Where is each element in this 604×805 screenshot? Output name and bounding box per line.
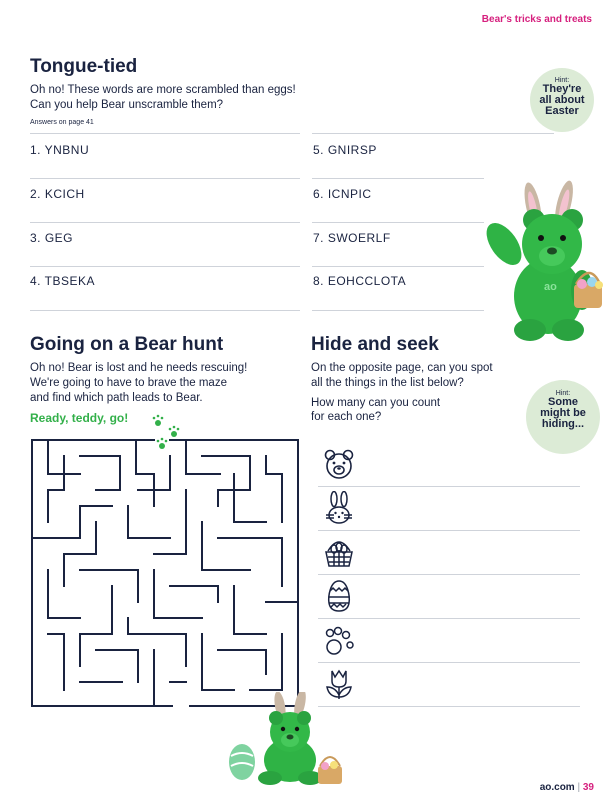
hide-seek-row-tulip[interactable] bbox=[318, 663, 580, 707]
answer-line[interactable] bbox=[312, 222, 484, 223]
bear-hunt-intro-3: and find which path leads to Bear. bbox=[30, 392, 203, 404]
scrambled-word: 7. SWOERLF bbox=[313, 231, 391, 245]
answer-line[interactable] bbox=[30, 178, 300, 179]
site-name: ao.com bbox=[539, 782, 575, 793]
hide-and-seek-title: Hide and seek bbox=[311, 334, 439, 355]
bunny-icon bbox=[322, 491, 356, 525]
answer-line[interactable] bbox=[312, 266, 484, 267]
scrambled-word: 2. KCICH bbox=[30, 187, 85, 201]
answer-line[interactable] bbox=[312, 310, 484, 311]
footer-separator: | bbox=[577, 782, 581, 793]
answer-line[interactable] bbox=[30, 310, 300, 311]
bear-hunt-intro-2: We're going to have to brave the maze bbox=[30, 377, 227, 389]
answer-line[interactable] bbox=[30, 266, 300, 267]
hide-seek-intro-2: all the things in the list below? bbox=[311, 377, 464, 389]
bear-face-icon bbox=[322, 447, 356, 481]
scrambled-word: 4. TBSEKA bbox=[30, 274, 95, 288]
scrambled-word: 8. EOHCCLOTA bbox=[313, 274, 407, 288]
paw-print-icon bbox=[322, 623, 356, 657]
hide-seek-intro-1: On the opposite page, can you spot bbox=[311, 362, 493, 374]
tongue-tied-intro-2: Can you help Bear unscramble them? bbox=[30, 99, 224, 111]
answer-line[interactable] bbox=[312, 178, 484, 179]
scrambled-word: 3. GEG bbox=[30, 231, 74, 245]
count-line bbox=[318, 706, 580, 707]
ready-teddy-go: Ready, teddy, go! bbox=[30, 411, 129, 425]
hint-bubble-easter bbox=[530, 68, 594, 132]
bear-hunt-title: Going on a Bear hunt bbox=[30, 334, 224, 355]
hide-seek-row-bear[interactable] bbox=[318, 443, 580, 487]
hide-seek-row-paw[interactable] bbox=[318, 619, 580, 663]
tongue-tied-title: Tongue-tied bbox=[30, 56, 138, 77]
hint-text: They're all about Easter bbox=[539, 83, 585, 117]
hide-seek-intro-4: for each one? bbox=[311, 411, 382, 423]
divider bbox=[30, 133, 300, 134]
hide-seek-row-bunny[interactable] bbox=[318, 487, 580, 531]
waving-bear-illustration bbox=[478, 178, 604, 343]
easter-egg-icon bbox=[322, 579, 356, 613]
scrambled-word: 5. GNIRSP bbox=[313, 143, 377, 157]
divider bbox=[312, 133, 554, 134]
hint-label: Hint: bbox=[554, 77, 570, 84]
egg-basket-icon bbox=[322, 535, 356, 569]
scrambled-word: 6. ICNPIC bbox=[313, 187, 372, 201]
tongue-tied-intro-1: Oh no! These words are more scrambled than eggs! bbox=[30, 84, 296, 96]
page-number: 39 bbox=[582, 782, 594, 793]
maze[interactable] bbox=[30, 438, 300, 708]
hint-label: Hint: bbox=[555, 390, 571, 397]
hint-text: Some might be hiding... bbox=[540, 396, 586, 430]
scrambled-word: 1. YNBNU bbox=[30, 143, 90, 157]
svg-text:ao: ao bbox=[544, 281, 557, 293]
answer-line[interactable] bbox=[30, 222, 300, 223]
hide-seek-row-egg[interactable] bbox=[318, 575, 580, 619]
hide-seek-row-basket[interactable] bbox=[318, 531, 580, 575]
hide-seek-intro-3: How many can you count bbox=[311, 397, 441, 409]
section-header: Bear's tricks and treats bbox=[481, 14, 592, 25]
bear-hunt-intro-1: Oh no! Bear is lost and he needs rescuing! bbox=[30, 362, 248, 374]
page-footer bbox=[540, 782, 594, 793]
answers-note: Answers on page 41 bbox=[30, 119, 94, 126]
tulip-icon bbox=[322, 667, 356, 701]
